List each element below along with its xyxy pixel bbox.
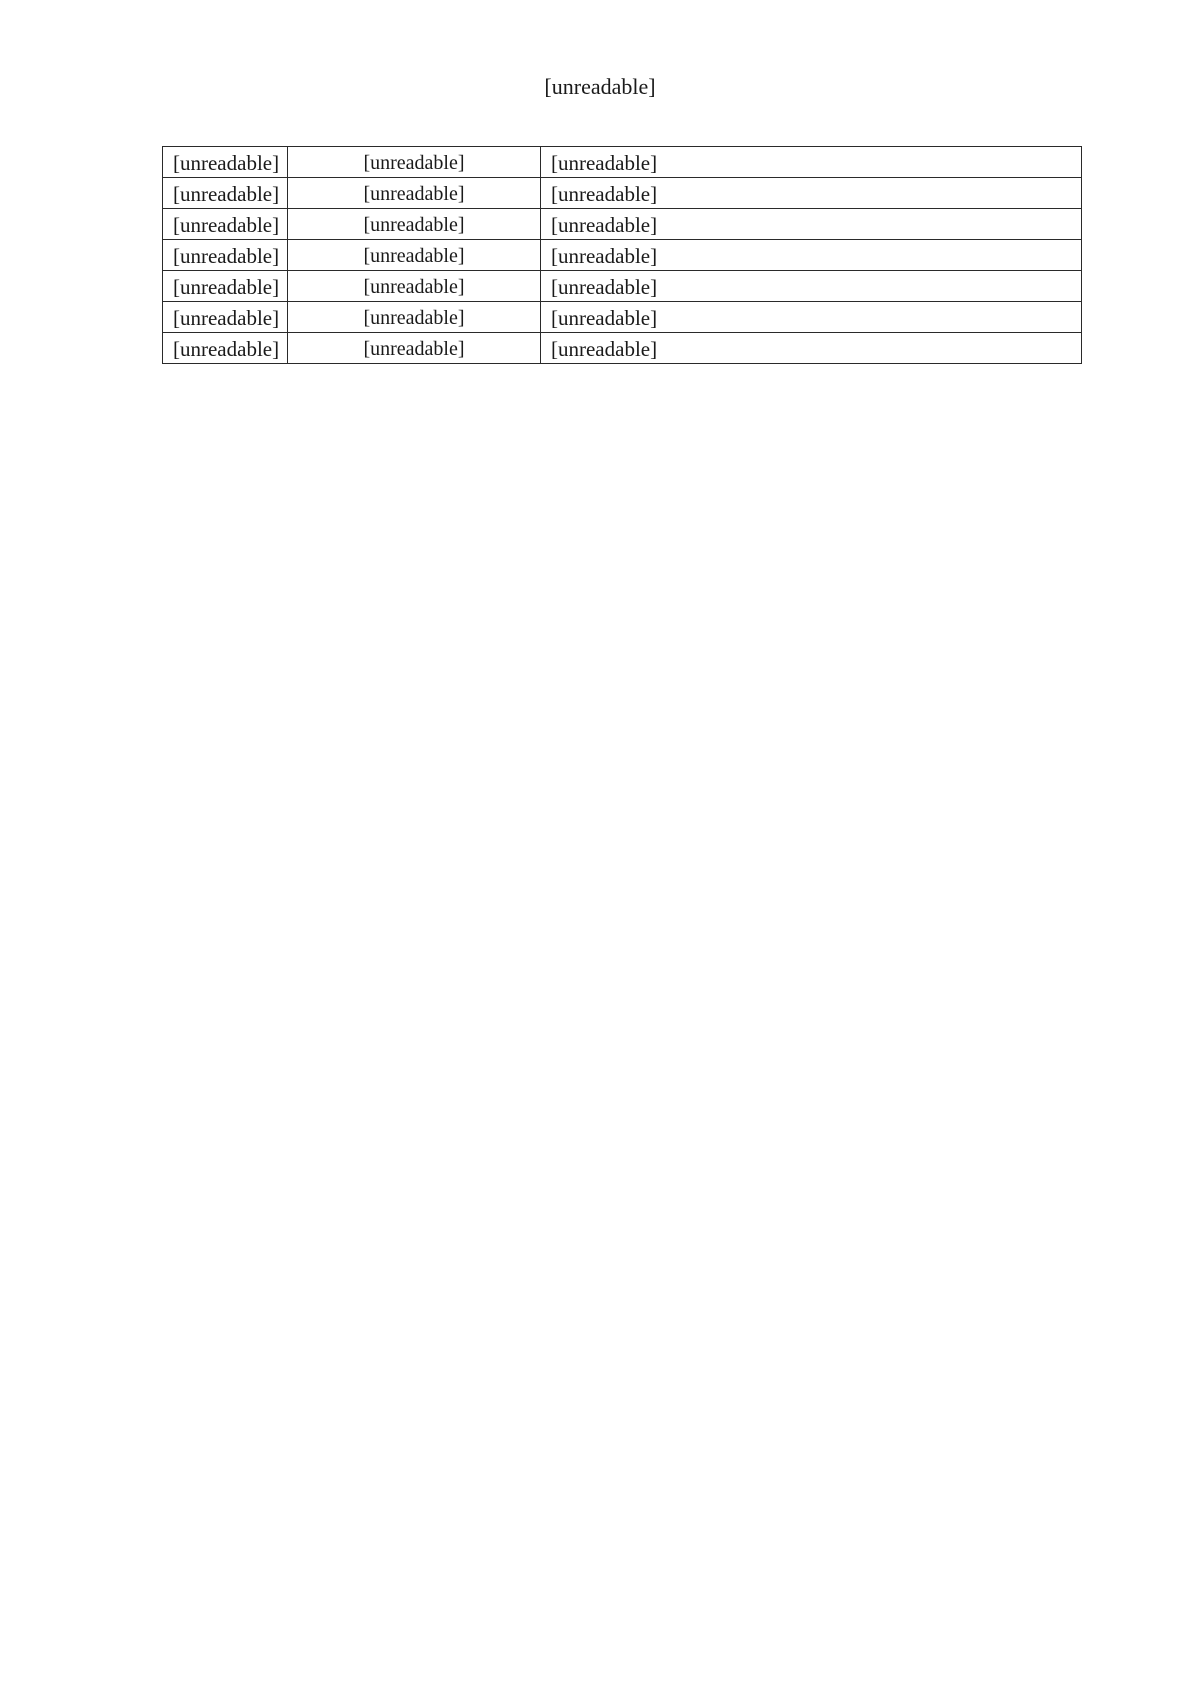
kbk-code-cell: [unreadable] <box>288 271 541 302</box>
admin-code-cell: [unreadable] <box>163 147 288 178</box>
kbk-code-cell: [unreadable] <box>288 302 541 333</box>
budget-code-table <box>162 146 1082 364</box>
table-row <box>163 147 1082 178</box>
table-row <box>163 240 1082 271</box>
description-cell: [unreadable] <box>541 271 1082 302</box>
kbk-code-cell: [unreadable] <box>288 178 541 209</box>
table-row <box>163 302 1082 333</box>
description-cell: [unreadable] <box>541 178 1082 209</box>
admin-code-cell: [unreadable] <box>163 209 288 240</box>
description-cell: [unreadable] <box>541 333 1082 364</box>
table-row <box>163 271 1082 302</box>
admin-code-cell: [unreadable] <box>163 240 288 271</box>
table-row <box>163 178 1082 209</box>
admin-code-cell: [unreadable] <box>163 302 288 333</box>
kbk-code-cell: [unreadable] <box>288 147 541 178</box>
admin-code-cell: [unreadable] <box>163 178 288 209</box>
description-cell: [unreadable] <box>541 147 1082 178</box>
description-cell: [unreadable] <box>541 240 1082 271</box>
kbk-code-cell: [unreadable] <box>288 333 541 364</box>
description-cell: [unreadable] <box>541 209 1082 240</box>
page-number: [unreadable] <box>544 74 656 99</box>
description-cell: [unreadable] <box>541 302 1082 333</box>
kbk-code-cell: [unreadable] <box>288 240 541 271</box>
admin-code-cell: [unreadable] <box>163 333 288 364</box>
kbk-code-cell: [unreadable] <box>288 209 541 240</box>
admin-code-cell: [unreadable] <box>163 271 288 302</box>
table-row <box>163 209 1082 240</box>
table-row <box>163 333 1082 364</box>
